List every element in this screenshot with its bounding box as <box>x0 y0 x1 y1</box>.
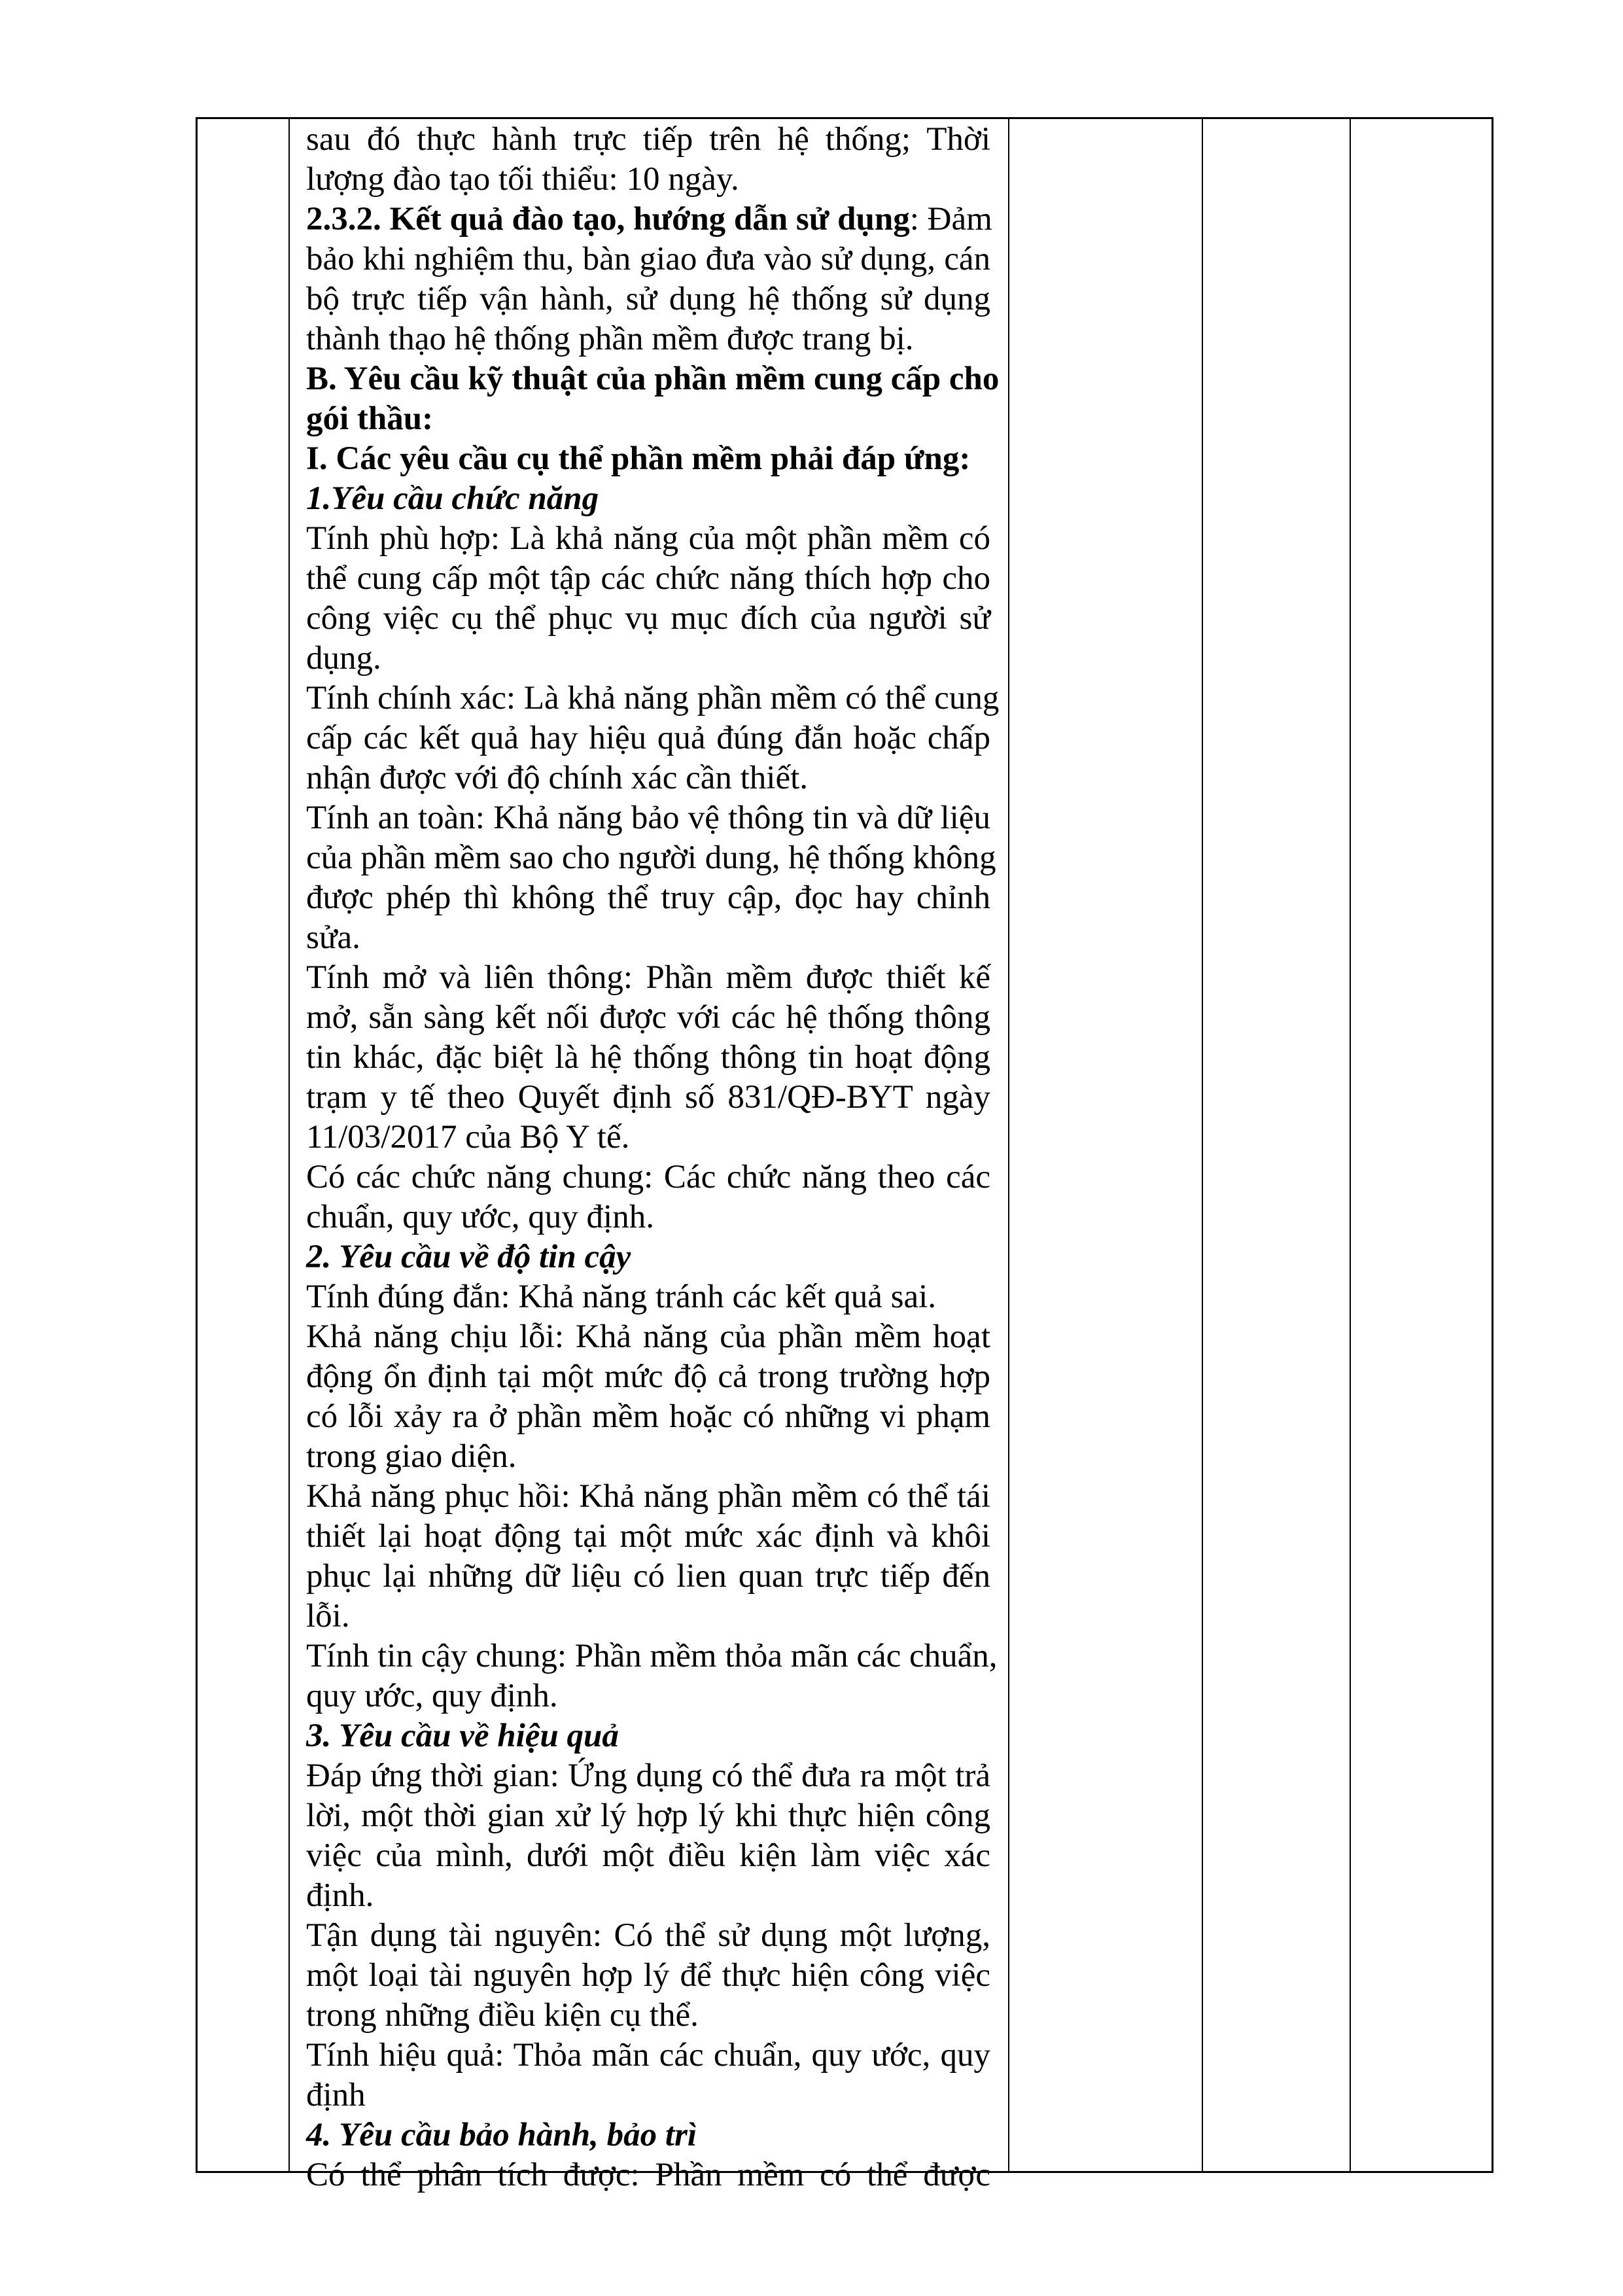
column-divider <box>1008 117 1009 2173</box>
body-text: lượng đào tạo tối thiểu: 10 ngày. <box>306 161 739 198</box>
column-divider <box>288 117 290 2173</box>
body-text: trong những điều kiện cụ thể. <box>306 1997 699 2034</box>
text-line <box>306 359 1000 399</box>
body-text: thành thạo hệ thống phần mềm được trang bị. <box>306 321 914 357</box>
body-text: Có các chức năng chung: Các chức năng theo các <box>306 1159 990 1195</box>
text-line <box>306 1237 990 1277</box>
body-text: định <box>306 2077 366 2113</box>
body-text: Khả năng chịu lỗi: Khả năng của phần mềm hoạt <box>306 1318 990 1355</box>
text-line <box>306 1397 990 1437</box>
body-text: sau đó thực hành trực tiếp trên hệ thống; Thời <box>306 121 990 158</box>
text-line <box>306 200 990 239</box>
text-line <box>306 2036 990 2075</box>
body-text: định. <box>306 1877 374 1914</box>
body-text: nhận được với độ chính xác cần thiết. <box>306 760 809 796</box>
text-line <box>306 878 990 918</box>
text-line <box>306 399 990 439</box>
requirements-text-cell <box>306 120 1000 2195</box>
text-line <box>306 1038 990 1078</box>
heading-text: 1.Yêu cầu chức năng <box>306 480 599 517</box>
text-line <box>306 1517 990 1557</box>
body-text: bộ trực tiếp vận hành, sử dụng hệ thống sử dụng <box>306 281 990 317</box>
body-text: Tính an toàn: Khả năng bảo vệ thông tin và dữ liệu <box>306 800 990 836</box>
text-line <box>306 599 990 639</box>
text-line <box>306 918 990 958</box>
column-divider <box>1350 117 1351 2173</box>
text-line <box>306 519 990 559</box>
text-line <box>306 1876 990 1916</box>
body-text: tin khác, đặc biệt là hệ thống thông tin hoạt động <box>306 1039 990 1076</box>
body-text: Tính tin cậy chung: Phần mềm thỏa mãn các chuẩn, <box>306 1638 998 1674</box>
body-text: sửa. <box>306 919 360 956</box>
text-line <box>306 998 990 1038</box>
body-text: Tận dụng tài nguyên: Có thể sử dụng một lượng, <box>306 1917 990 1954</box>
column-divider <box>1202 117 1203 2173</box>
text-line <box>306 1357 990 1397</box>
text-line <box>306 758 990 798</box>
text-line <box>306 1197 990 1237</box>
body-text: 11/03/2017 của Bộ Y tế. <box>306 1119 630 1156</box>
body-text: Tính phù hợp: Là khả năng của một phần mềm có <box>306 520 990 557</box>
heading-text: gói thầu: <box>306 400 434 437</box>
text-line <box>306 639 990 679</box>
body-text: mở, sẵn sàng kết nối được với các hệ thống thông <box>306 999 990 1036</box>
text-line <box>306 1796 990 1836</box>
text-line <box>306 479 990 519</box>
body-text: lỗi. <box>306 1598 350 1634</box>
text-line <box>306 1597 990 1636</box>
heading-text: B. Yêu cầu kỹ thuật của phần mềm cung cấp cho <box>306 361 1000 397</box>
text-line <box>306 958 990 998</box>
body-text: được phép thì không thể truy cập, đọc hay chỉnh <box>306 879 990 916</box>
body-text: bảo khi nghiệm thu, bàn giao đưa vào sử dụng, cán <box>306 241 990 277</box>
body-text: Tính đúng đắn: Khả năng tránh các kết quả sai. <box>306 1279 937 1315</box>
text-line <box>306 838 996 878</box>
text-line <box>306 718 990 758</box>
text-line <box>306 1716 990 1756</box>
text-line <box>306 1157 990 1197</box>
heading-text: 4. Yêu cầu bảo hành, bảo trì <box>306 2117 697 2153</box>
body-text: Tính chính xác: Là khả năng phần mềm có thể cung <box>306 680 1000 716</box>
body-text: Đáp ứng thời gian: Ứng dụng có thể đưa ra một trả <box>306 1757 990 1794</box>
text-line <box>306 798 990 838</box>
text-line <box>306 559 990 599</box>
text-line <box>306 1636 998 1676</box>
text-line <box>306 1836 990 1876</box>
body-text: quy ước, quy định. <box>306 1678 558 1714</box>
text-line <box>306 1437 990 1477</box>
text-line <box>306 120 990 160</box>
body-text: công việc cụ thể phục vụ mục đích của người sử <box>306 600 990 637</box>
body-text: thể cung cấp một tập các chức năng thích hợp cho <box>306 560 990 597</box>
text-line <box>306 439 990 479</box>
heading-text: I. Các yêu cầu cụ thể phần mềm phải đáp ứng: <box>306 440 971 477</box>
body-text: thiết lại hoạt động tại một mức xác định và khôi <box>306 1518 990 1555</box>
body-text: dụng. <box>306 640 381 677</box>
body-text: trạm y tế theo Quyết định số 831/QĐ-BYT ngày <box>306 1079 990 1116</box>
text-line <box>306 2075 990 2115</box>
body-text: lời, một thời gian xử lý hợp lý khi thực hiện công <box>306 1797 990 1834</box>
text-line <box>306 1676 990 1716</box>
text-line <box>306 239 990 279</box>
text-line <box>306 1916 990 1956</box>
body-text: Có thể phân tích được: Phần mềm có thể được <box>306 2157 990 2193</box>
text-line <box>306 1956 990 1996</box>
body-text: cấp các kết quả hay hiệu quả đúng đắn hoặc chấp <box>306 720 990 756</box>
text-line <box>306 1477 990 1517</box>
text-line <box>306 1078 990 1118</box>
body-text: Tính hiệu quả: Thỏa mãn các chuẩn, quy ước, quy <box>306 2037 990 2074</box>
body-text: Tính mở và liên thông: Phần mềm được thiết kế <box>306 959 990 996</box>
text-line <box>306 1118 990 1157</box>
text-line <box>306 679 1000 718</box>
body-text: việc của mình, dưới một điều kiện làm việc xác <box>306 1837 990 1874</box>
text-line <box>306 1996 990 2036</box>
text-line <box>306 1317 990 1357</box>
text-line <box>306 1277 990 1317</box>
text-line <box>306 1557 990 1597</box>
text-line <box>306 160 990 200</box>
body-text: trong giao diện. <box>306 1438 517 1475</box>
body-text: : Đảm <box>909 201 992 238</box>
body-text: động ổn định tại một mức độ cả trong trường hợp <box>306 1358 990 1395</box>
text-line <box>306 279 990 319</box>
text-line <box>306 2115 990 2155</box>
body-text: phục lại những dữ liệu có lien quan trực tiếp đến <box>306 1558 990 1595</box>
body-text: có lỗi xảy ra ở phần mềm hoặc có những vi phạm <box>306 1398 990 1435</box>
heading-text: 3. Yêu cầu về hiệu quả <box>306 1718 619 1754</box>
body-text: chuẩn, quy ước, quy định. <box>306 1199 654 1235</box>
text-line <box>306 2155 990 2195</box>
text-line <box>306 319 990 359</box>
heading-text: 2. Yêu cầu về độ tin cậy <box>306 1239 631 1275</box>
body-text: của phần mềm sao cho người dung, hệ thống không <box>306 839 996 876</box>
heading-text: 2.3.2. Kết quả đào tạo, hướng dẫn sử dụng <box>306 201 910 238</box>
text-line <box>306 1756 990 1796</box>
body-text: một loại tài nguyên hợp lý để thực hiện công việc <box>306 1957 990 1994</box>
body-text: Khả năng phục hồi: Khả năng phần mềm có thể tái <box>306 1478 990 1515</box>
